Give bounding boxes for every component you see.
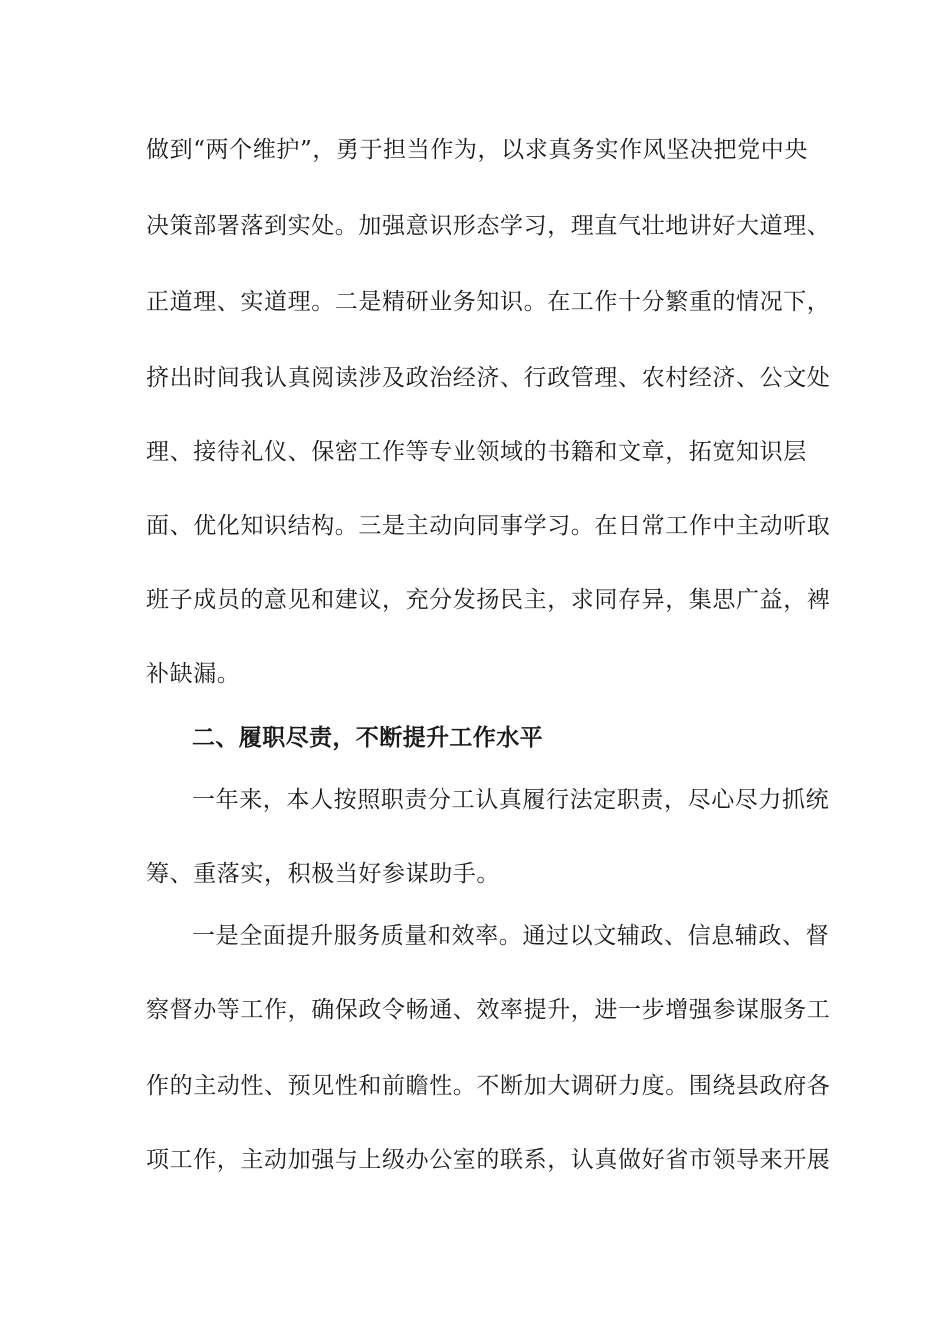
body-text-line: 正道理、实道理。二是精研业务知识。在工作十分繁重的情况下， <box>146 289 831 315</box>
body-text-line: 察督办等工作，确保政令畅通、效率提升，进一步增强参谋服务工 <box>146 997 831 1023</box>
body-text-line: 决策部署落到实处。加强意识形态学习，理直气壮地讲好大道理、 <box>146 213 831 239</box>
body-text-line: 筹、重落实，积极当好参谋助手。 <box>146 861 500 887</box>
body-text-line: 班子成员的意见和建议，充分发扬民主，求同存异，集思广益，裨 <box>146 587 831 613</box>
body-text-line: 做到“两个维护”，勇于担当作为，以求真务实作风坚决把党中央 <box>146 137 808 163</box>
paragraph-first-line: 一年来，本人按照职责分工认真履行法定职责，尽心尽力抓统 <box>192 787 830 813</box>
body-text-line: 理、接待礼仪、保密工作等专业领域的书籍和文章，拓宽知识层 <box>146 439 807 465</box>
section-heading: 二、履职尽责，不断提升工作水平 <box>192 725 543 751</box>
body-text-line: 面、优化知识结构。三是主动向同事学习。在日常工作中主动听取 <box>146 513 831 539</box>
body-text-line: 项工作，主动加强与上级办公室的联系，认真做好省市领导来开展 <box>146 1147 831 1173</box>
body-text-line: 挤出时间我认真阅读涉及政治经济、行政管理、农村经济、公文处 <box>146 365 831 391</box>
paragraph-first-line: 一是全面提升服务质量和效率。通过以文辅政、信息辅政、督 <box>192 923 830 949</box>
body-text-line: 作的主动性、预见性和前瞻性。不断加大调研力度。围绕县政府各 <box>146 1073 831 1099</box>
body-text-line: 补缺漏。 <box>146 661 241 687</box>
